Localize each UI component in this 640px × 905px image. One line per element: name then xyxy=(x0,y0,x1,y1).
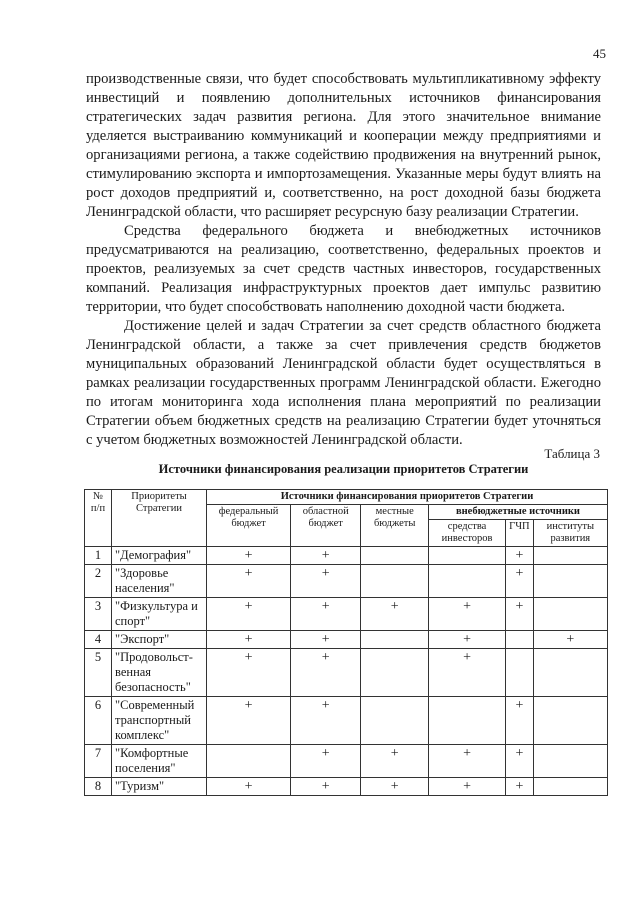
table-body xyxy=(85,547,608,796)
cell-investors: + xyxy=(428,649,505,697)
cell-local: + xyxy=(361,745,429,778)
header-institutes: институты развития xyxy=(533,520,607,547)
row-priority: "Современный транспортный комплекс" xyxy=(112,697,207,745)
cell-investors xyxy=(428,565,505,598)
row-priority: "Физкультура и спорт" xyxy=(112,598,207,631)
cell-investors: + xyxy=(428,778,505,796)
cell-investors: + xyxy=(428,598,505,631)
cell-local xyxy=(361,547,429,565)
cell-ppp xyxy=(506,631,533,649)
cell-federal: + xyxy=(207,649,291,697)
cell-ppp: + xyxy=(506,547,533,565)
cell-institutes xyxy=(533,745,607,778)
cell-institutes xyxy=(533,565,607,598)
table-row xyxy=(85,745,608,778)
cell-local xyxy=(361,697,429,745)
row-number: 6 xyxy=(85,697,112,745)
cell-institutes xyxy=(533,547,607,565)
table-row xyxy=(85,697,608,745)
cell-regional: + xyxy=(291,598,361,631)
cell-ppp: + xyxy=(506,565,533,598)
table-row xyxy=(85,649,608,697)
header-offbudget: внебюджетные источники xyxy=(428,505,607,520)
header-ppp: ГЧП xyxy=(506,520,533,547)
paragraph: Средства федерального бюджета и внебюджетных источников предусматриваются на реализацию, соответственно, федеральных проектов и проектов, реализуемых за счет средств частных инвесторов, государственных компаний. Реализация инфраструктурных проектов дает импульс развитию территории, что будет способствовать наполнению доходной части бюджета. xyxy=(86,223,601,315)
header-federal: федеральный бюджет xyxy=(207,505,291,547)
body-text xyxy=(86,70,601,450)
cell-institutes xyxy=(533,697,607,745)
cell-investors xyxy=(428,697,505,745)
cell-investors: + xyxy=(428,745,505,778)
table-row xyxy=(85,631,608,649)
financing-table xyxy=(84,489,608,796)
row-number: 5 xyxy=(85,649,112,697)
paragraph: производственные связи, что будет способствовать мультипликативному эффекту инвестиций и появлению дополнительных источников финансирования стратегических задач развития региона. Для этого значительное внимание уделяется выстраиванию коммуникаций и кооперации между предприятиями и организациями региона, а также содействию продвижения на внутренний рынок, стимулированию экспорта и импортозамещения. Указанные меры будут влиять на рост доходов предприятий и, соответственно, на рост доходной базы бюджета Ленинградской области, что расширяет ресурсную базу реализации Стратегии. xyxy=(86,71,601,220)
row-number: 2 xyxy=(85,565,112,598)
header-investors: средства инвесторов xyxy=(428,520,505,547)
table-caption: Таблица 3 xyxy=(544,446,600,461)
header-num: № п/п xyxy=(85,490,112,547)
cell-regional: + xyxy=(291,649,361,697)
header-sources: Источники финансирования приоритетов Стратегии xyxy=(207,490,608,505)
row-priority: "Экспорт" xyxy=(112,631,207,649)
cell-local: + xyxy=(361,778,429,796)
cell-federal: + xyxy=(207,547,291,565)
cell-federal: + xyxy=(207,697,291,745)
row-number: 8 xyxy=(85,778,112,796)
cell-ppp: + xyxy=(506,745,533,778)
cell-federal: + xyxy=(207,778,291,796)
cell-regional: + xyxy=(291,778,361,796)
row-priority: "Здоровье населения" xyxy=(112,565,207,598)
cell-regional: + xyxy=(291,697,361,745)
row-number: 3 xyxy=(85,598,112,631)
cell-regional: + xyxy=(291,565,361,598)
cell-federal: + xyxy=(207,598,291,631)
cell-local: + xyxy=(361,598,429,631)
row-priority: "Туризм" xyxy=(112,778,207,796)
row-number: 1 xyxy=(85,547,112,565)
cell-regional: + xyxy=(291,631,361,649)
page-number: 45 xyxy=(593,46,606,61)
header-priorities: Приоритеты Стратегии xyxy=(112,490,207,547)
table-row xyxy=(85,598,608,631)
row-priority: "Демография" xyxy=(112,547,207,565)
cell-investors xyxy=(428,547,505,565)
table-row xyxy=(85,565,608,598)
table-row xyxy=(85,547,608,565)
cell-federal: + xyxy=(207,631,291,649)
header-local: местные бюджеты xyxy=(361,505,429,547)
cell-institutes xyxy=(533,649,607,697)
cell-local xyxy=(361,565,429,598)
cell-ppp: + xyxy=(506,778,533,796)
cell-ppp: + xyxy=(506,697,533,745)
row-number: 7 xyxy=(85,745,112,778)
row-number: 4 xyxy=(85,631,112,649)
header-regional: областной бюджет xyxy=(291,505,361,547)
paragraph: Достижение целей и задач Стратегии за счет средств областного бюджета Ленинградской области, а также за счет привлечения средств бюджетов муниципальных образований Ленинградской области будет осуществляться в рамках реализации государственных программ Ленинградской области. Ежегодно по итогам мониторинга хода исполнения плана мероприятий по реализации Стратегии объем бюджетных средств на реализацию Стратегии будет уточняться с учетом бюджетных возможностей Ленинградской области. xyxy=(86,318,601,448)
cell-local xyxy=(361,631,429,649)
cell-institutes: + xyxy=(533,631,607,649)
cell-ppp xyxy=(506,649,533,697)
row-priority: "Комфортные поселения" xyxy=(112,745,207,778)
cell-institutes xyxy=(533,598,607,631)
table-title: Источники финансирования реализации приоритетов Стратегии xyxy=(158,462,529,476)
row-priority: "Продовольст-венная безопасность" xyxy=(112,649,207,697)
cell-investors: + xyxy=(428,631,505,649)
cell-ppp: + xyxy=(506,598,533,631)
cell-federal xyxy=(207,745,291,778)
cell-institutes xyxy=(533,778,607,796)
table-row xyxy=(85,778,608,796)
cell-regional: + xyxy=(291,745,361,778)
cell-regional: + xyxy=(291,547,361,565)
cell-federal: + xyxy=(207,565,291,598)
cell-local xyxy=(361,649,429,697)
